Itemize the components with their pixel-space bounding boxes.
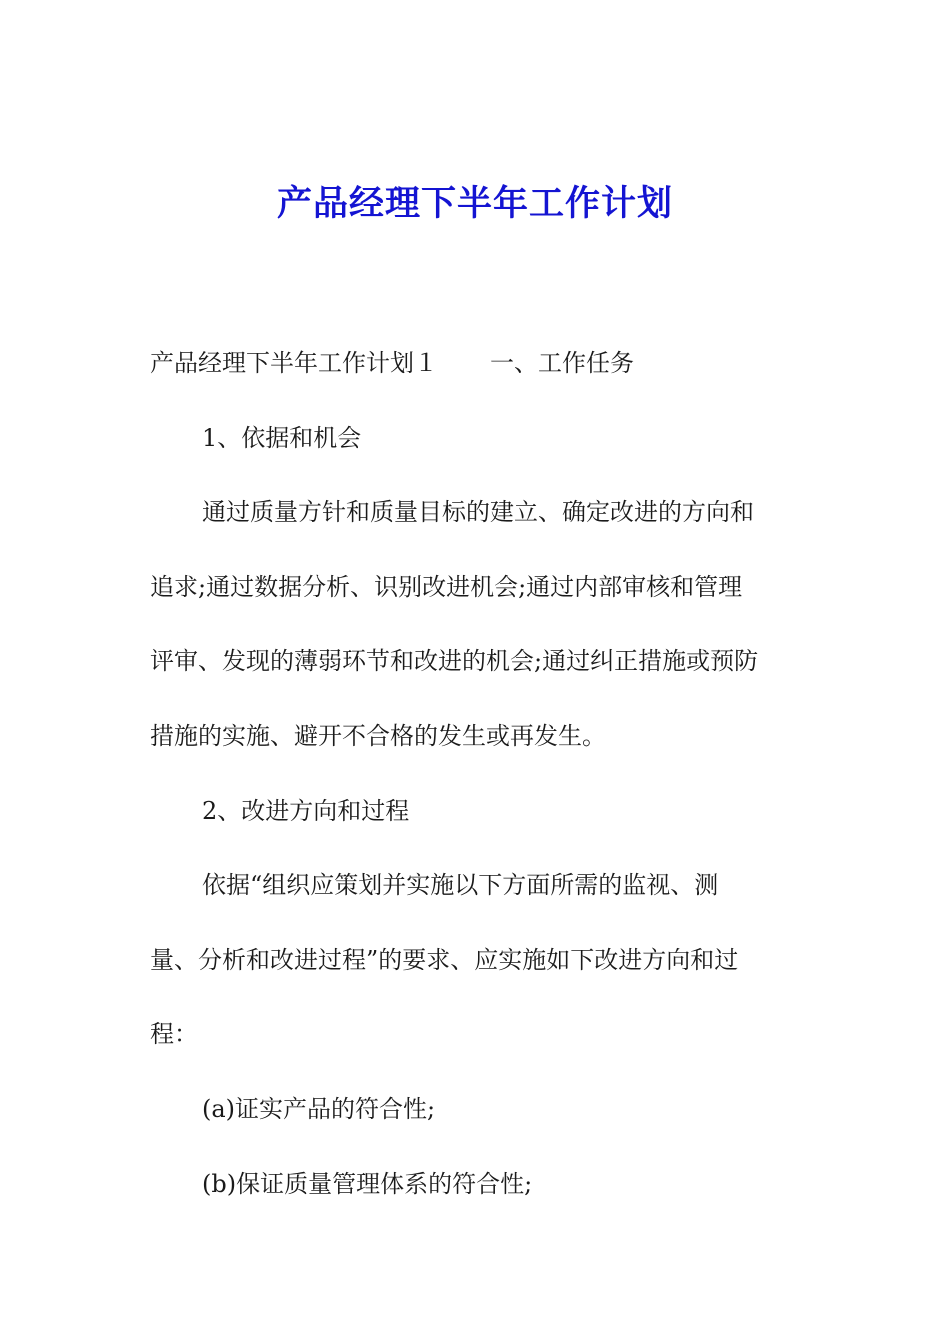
body-line-subheading-1: 1、依据和机会 [202,423,362,452]
body-line-plan-heading [150,326,810,401]
plan-heading-text: 产品经理下半年工作计划１ [150,349,438,377]
body-line-list-item-b: (b)保证质量管理体系的符合性; [202,1169,533,1198]
body-line-paragraph-2: 量、分析和改进过程”的要求、应实施如下改进方向和过 [150,945,739,974]
body-line-paragraph-2: 依据“组织应策划并实施以下方面所需的监视、测 [202,871,719,900]
body-line-paragraph-1: 措施的实施、避开不合格的发生或再发生。 [150,721,606,750]
body-line-paragraph-1: 通过质量方针和质量目标的建立、确定改进的方向和 [202,498,754,527]
document-body [150,326,810,1221]
body-line-paragraph-1: 追求;通过数据分析、识别改进机会;通过内部审核和管理 [150,572,743,601]
body-line-list-item-a: (a)证实产品的符合性; [202,1094,436,1123]
document-title: 产品经理下半年工作计划 [276,183,673,224]
body-line-paragraph-2: 程： [150,1020,198,1049]
body-line-subheading-2: 2、改进方向和过程 [202,796,410,825]
section-heading-text: 一、工作任务 [490,349,634,377]
body-line-paragraph-1: 评审、发现的薄弱环节和改进的机会;通过纠正措施或预防 [150,647,759,676]
